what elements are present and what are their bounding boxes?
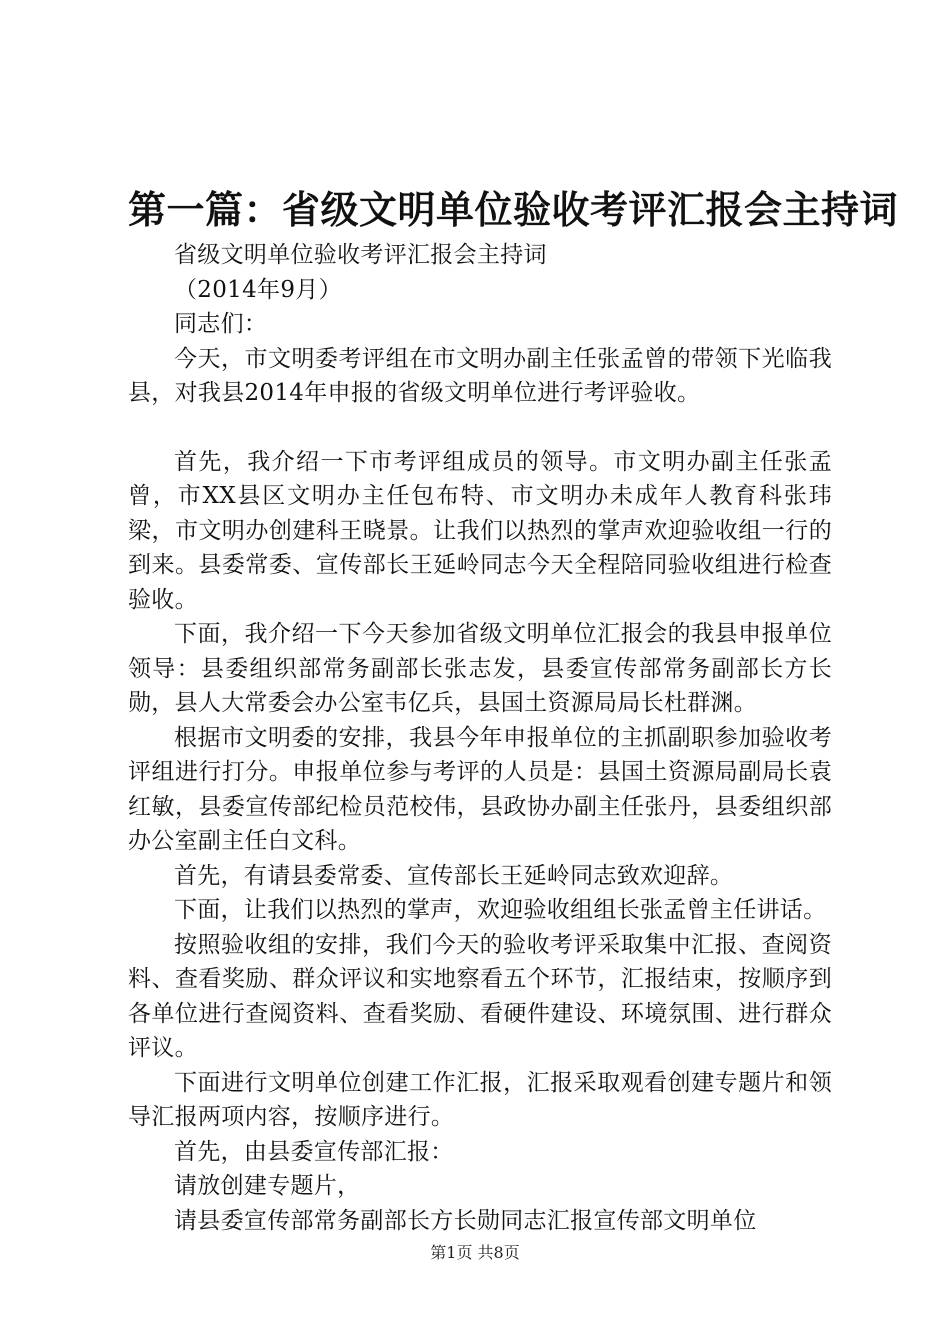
- body-paragraph: 请县委宣传部常务副部长方长勋同志汇报宣传部文明单位: [174, 1207, 757, 1234]
- subtitle-paragraph: 省级文明单位验收考评汇报会主持词: [174, 242, 547, 268]
- body-paragraph: 首先，有请县委常委、宣传部长王延岭同志致欢迎辞。: [174, 862, 734, 889]
- salutation-paragraph: 同志们：: [174, 311, 268, 337]
- body-paragraph: 首先，由县委宣传部汇报：: [174, 1138, 454, 1165]
- page-footer: 第1页 共8页: [430, 1243, 520, 1262]
- body-paragraph: 根据市文明委的安排，我县今年申报单位的主抓副职参加验收考评组进行打分。申报单位参与考评的人员是：县国土资源局副局长袁红敏，县委宣传部纪检员范校伟，县政协办副主任张丹，县委组织部办公室副主任白文科。: [128, 724, 832, 854]
- body-paragraph: 下面进行文明单位创建工作汇报，汇报采取观看创建专题片和领导汇报两项内容，按顺序进行。: [128, 1069, 832, 1130]
- body-paragraph: 下面，我介绍一下今天参加省级文明单位汇报会的我县申报单位领导：县委组织部常务副部长张志发，县委宣传部常务副部长方长勋，县人大常委会办公室韦亿兵，县国土资源局局长杜群渊。: [128, 621, 832, 716]
- body-paragraph: 按照验收组的安排，我们今天的验收考评采取集中汇报、查阅资料、查看奖励、群众评议和实地察看五个环节，汇报结束，按顺序到各单位进行查阅资料、查看奖励、看硬件建设、环境氛围、进行群众评议。: [128, 931, 832, 1061]
- date-paragraph: （2014年9月）: [174, 276, 342, 303]
- body-paragraph: 今天，市文明委考评组在市文明办副主任张孟曾的带领下光临我县，对我县2014年申报的省级文明单位进行考评验收。: [128, 345, 832, 406]
- document-body: [128, 238, 832, 1238]
- body-paragraph: 首先，我介绍一下市考评组成员的领导。市文明办副主任张孟曾，市XX县区文明办主任包布特、市文明办未成年人教育科张玮梁，市文明办创建科王晓景。让我们以热烈的掌声欢迎验收组一行的到来。县委常委、宣传部长王延岭同志今天全程陪同验收组进行检查验收。: [128, 448, 832, 613]
- document-title: 第一篇：省级文明单位验收考评汇报会主持词: [128, 187, 899, 232]
- body-paragraph: 下面，让我们以热烈的掌声，欢迎验收组组长张孟曾主任讲话。: [174, 897, 827, 923]
- body-paragraph: 请放创建专题片，: [174, 1173, 361, 1199]
